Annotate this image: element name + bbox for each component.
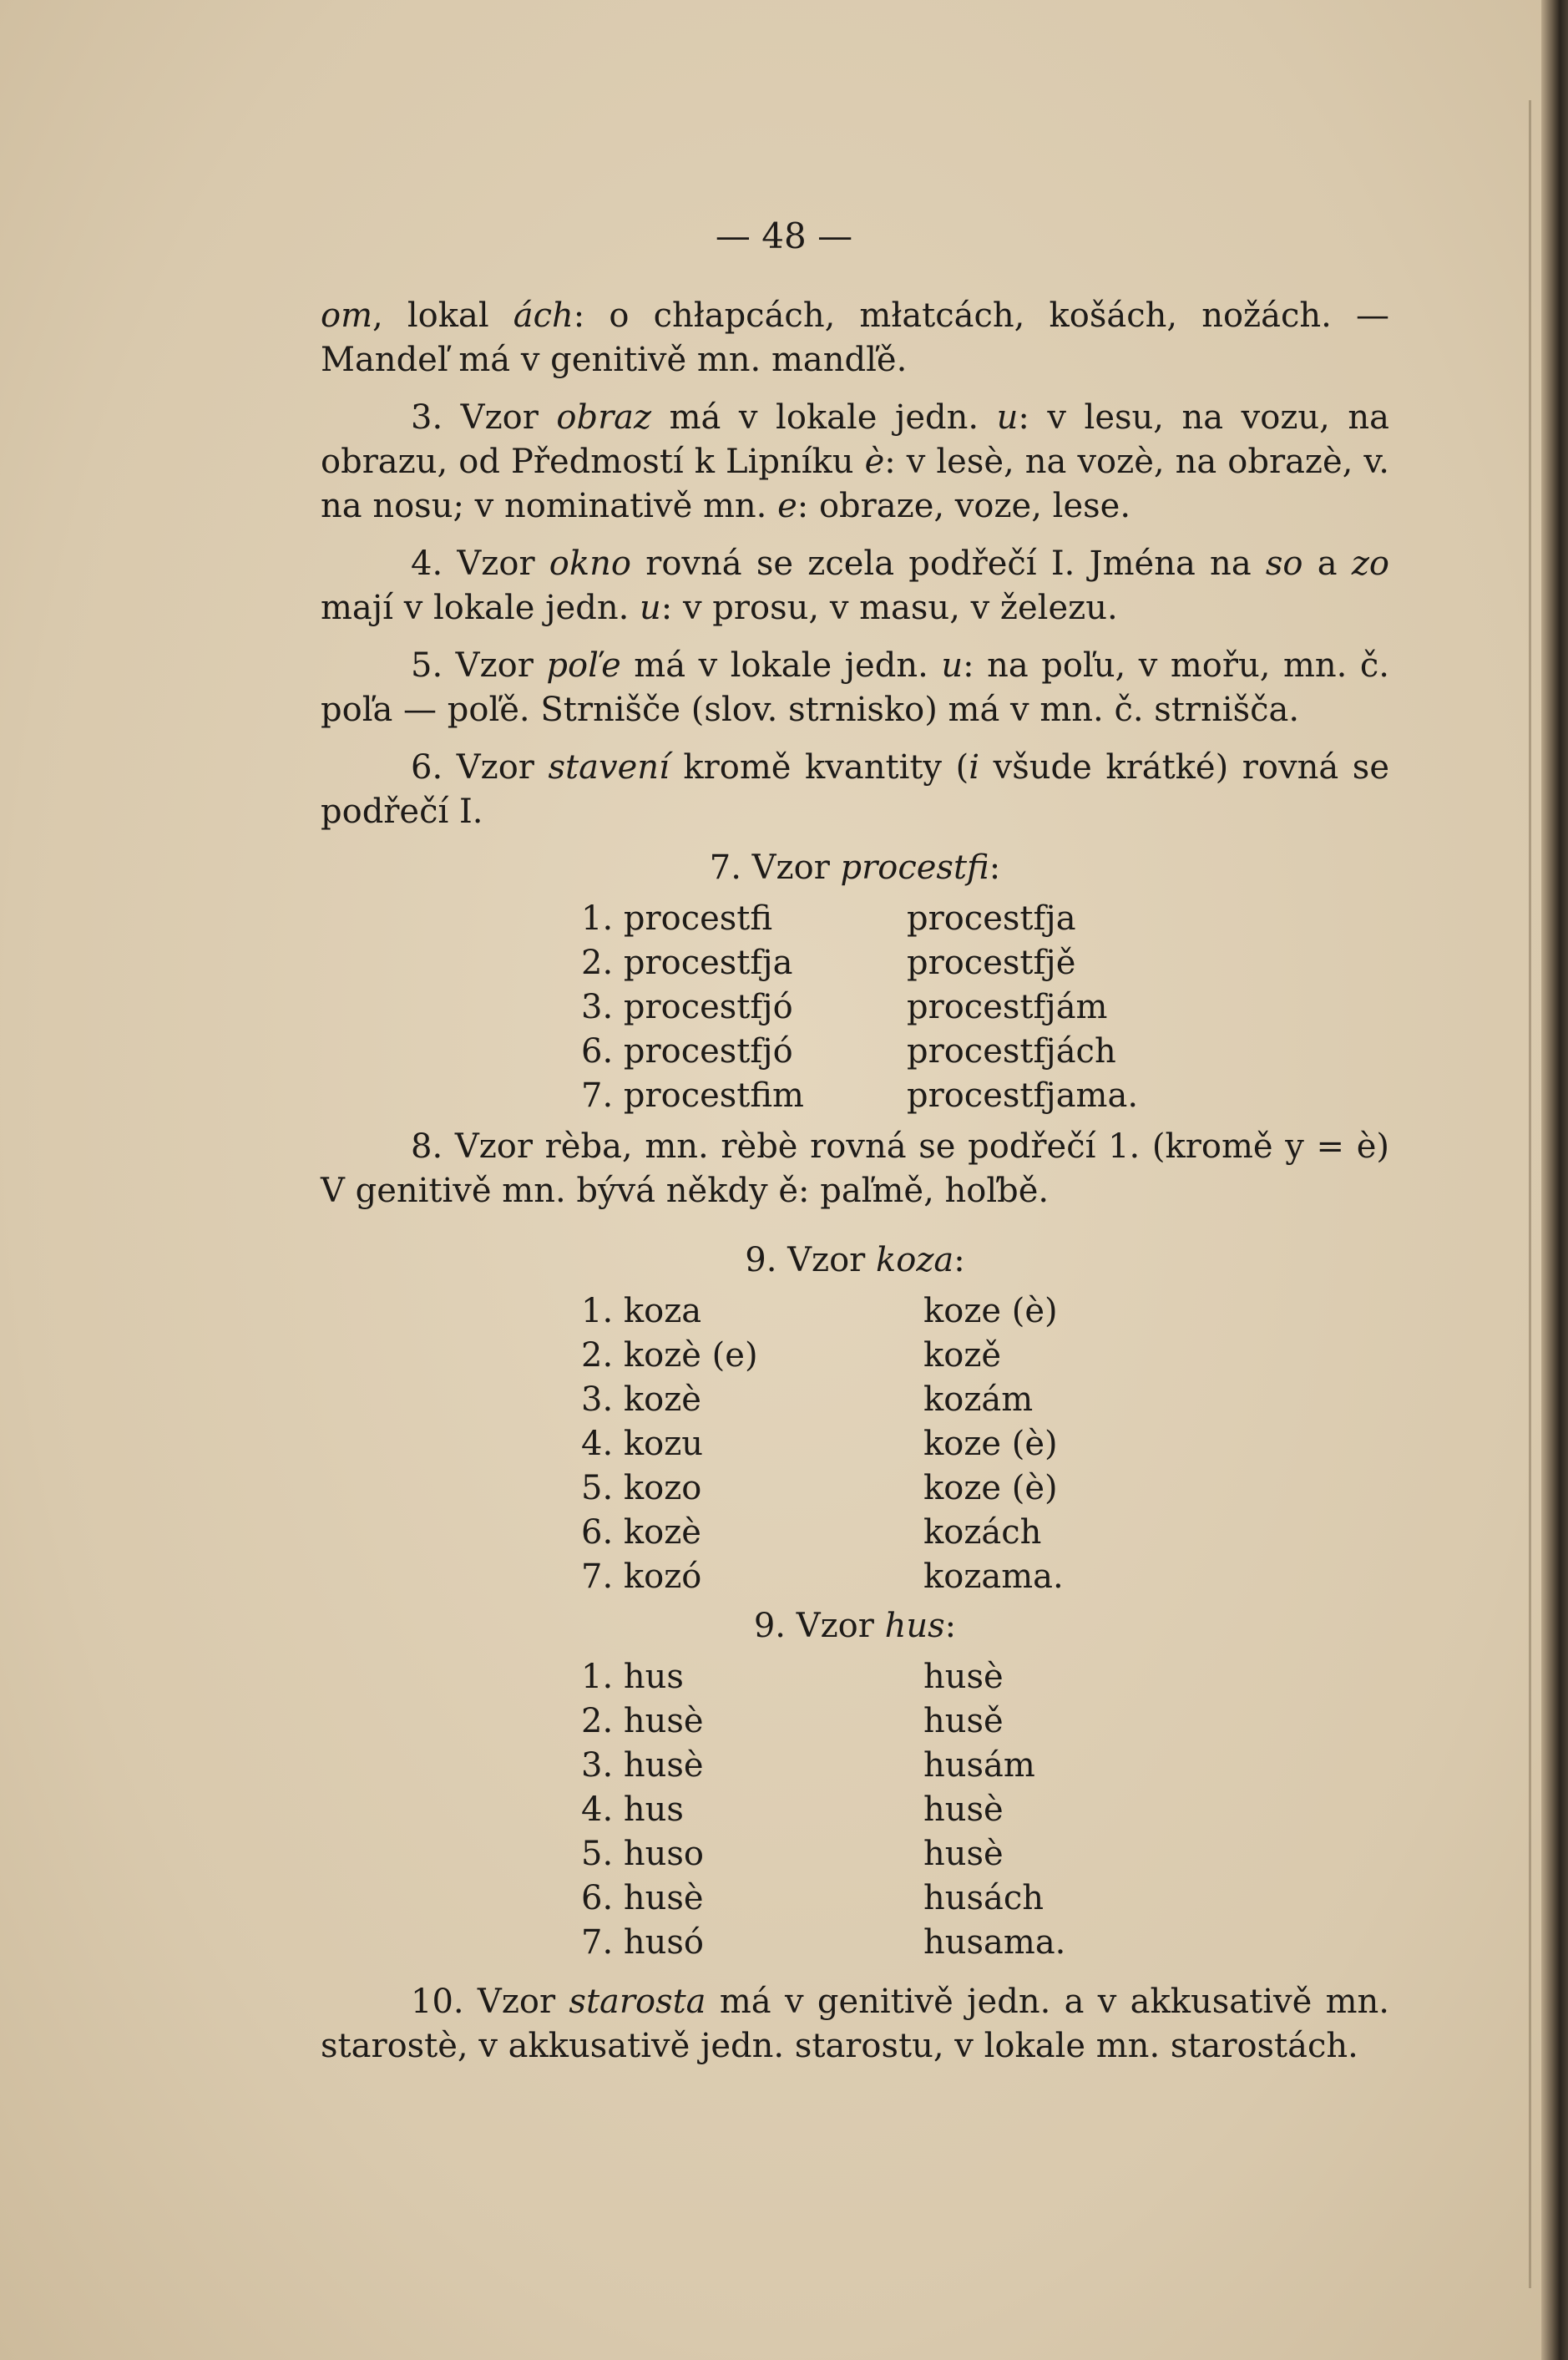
table-row: 1. procestfi procestfja	[581, 899, 1076, 938]
table-row: 6. husè husách	[581, 1879, 1044, 1917]
paragraph-3: 3. Vzor obraz má v lokale jedn. u: v lesu, na vozu, na obrazu, od Předmostí k Lipníku è: v lesè, na vozè, na obrazè, v. na nosu; v nominativě mn. e: obraze, voze, lese.	[321, 398, 1389, 525]
intro-paragraph: om, lokal ách: o chłapcách, młatcách, košách, nožách. — Mandeľ má v genitivě mn. mandľě.	[321, 296, 1389, 379]
paradigm-heading-koza: 9. Vzor koza:	[745, 1241, 965, 1279]
paragraph-5: 5. Vzor poľe má v lokale jedn. u: na poľu, v mořu, mn. č. poľa — poľě. Strnišče (slov. strnisko) má v mn. č. strnišča.	[321, 646, 1390, 729]
table-row: 1. hus husè	[581, 1658, 1004, 1696]
table-row: 5. kozo koze (è)	[581, 1469, 1058, 1507]
table-row: 1. koza koze (è)	[581, 1292, 1058, 1330]
table-row: 5. huso husè	[581, 1835, 1004, 1873]
table-row: 3. husè husám	[581, 1746, 1035, 1785]
paradigm-table-hus	[581, 1655, 1389, 1965]
table-row: 6. kozè kozách	[581, 1513, 1042, 1552]
book-spine	[1541, 0, 1568, 2360]
table-row: 3. procestfjó procestfjám	[581, 988, 1108, 1026]
paragraph-4: 4. Vzor okno rovná se zcela podřečí I. Jména na so a zo mají v lokale jedn. u: v prosu, v masu, v železu.	[321, 544, 1389, 627]
table-row: 3. kozè kozám	[581, 1380, 1034, 1419]
table-row: 4. kozu koze (è)	[581, 1425, 1058, 1463]
paradigm-table-koza	[581, 1289, 1389, 1599]
text-block	[321, 294, 1389, 2069]
page-edge-shadow	[1529, 100, 1531, 2288]
table-row: 4. hus husè	[581, 1790, 1004, 1829]
paragraph-10: 10. Vzor starosta má v genitivě jedn. a v akkusativě mn. starostè, v akkusativě jedn. starostu, v lokale mn. starostách.	[321, 1983, 1389, 2065]
paradigm-heading-procestfi: 7. Vzor procestfi:	[709, 848, 1001, 887]
table-row: 7. husó husama.	[581, 1923, 1066, 1962]
paradigm-heading-hus: 9. Vzor hus:	[753, 1607, 957, 1645]
table-row: 2. kozè (e) kozě	[581, 1336, 1002, 1375]
paragraph-8: 8. Vzor rèba, mn. rèbè rovná se podřečí 1. (kromě y = è) V genitivě mn. bývá někdy ě: paľmě, hoľbě.	[321, 1127, 1389, 1210]
paragraph-6: 6. Vzor stavení kromě kvantity (i všude krátké) rovná se podřečí I.	[321, 748, 1390, 831]
table-row: 2. procestfja procestfjě	[581, 944, 1076, 982]
table-row: 7. kozó kozama.	[581, 1557, 1064, 1596]
page-number: — 48 —	[715, 215, 853, 256]
table-row: 6. procestfjó procestfjách	[581, 1032, 1116, 1071]
paradigm-table-procestfi	[581, 897, 1389, 1118]
table-row: 7. procestfim procestfjama.	[581, 1076, 1139, 1115]
table-row: 2. husè husě	[581, 1702, 1004, 1740]
